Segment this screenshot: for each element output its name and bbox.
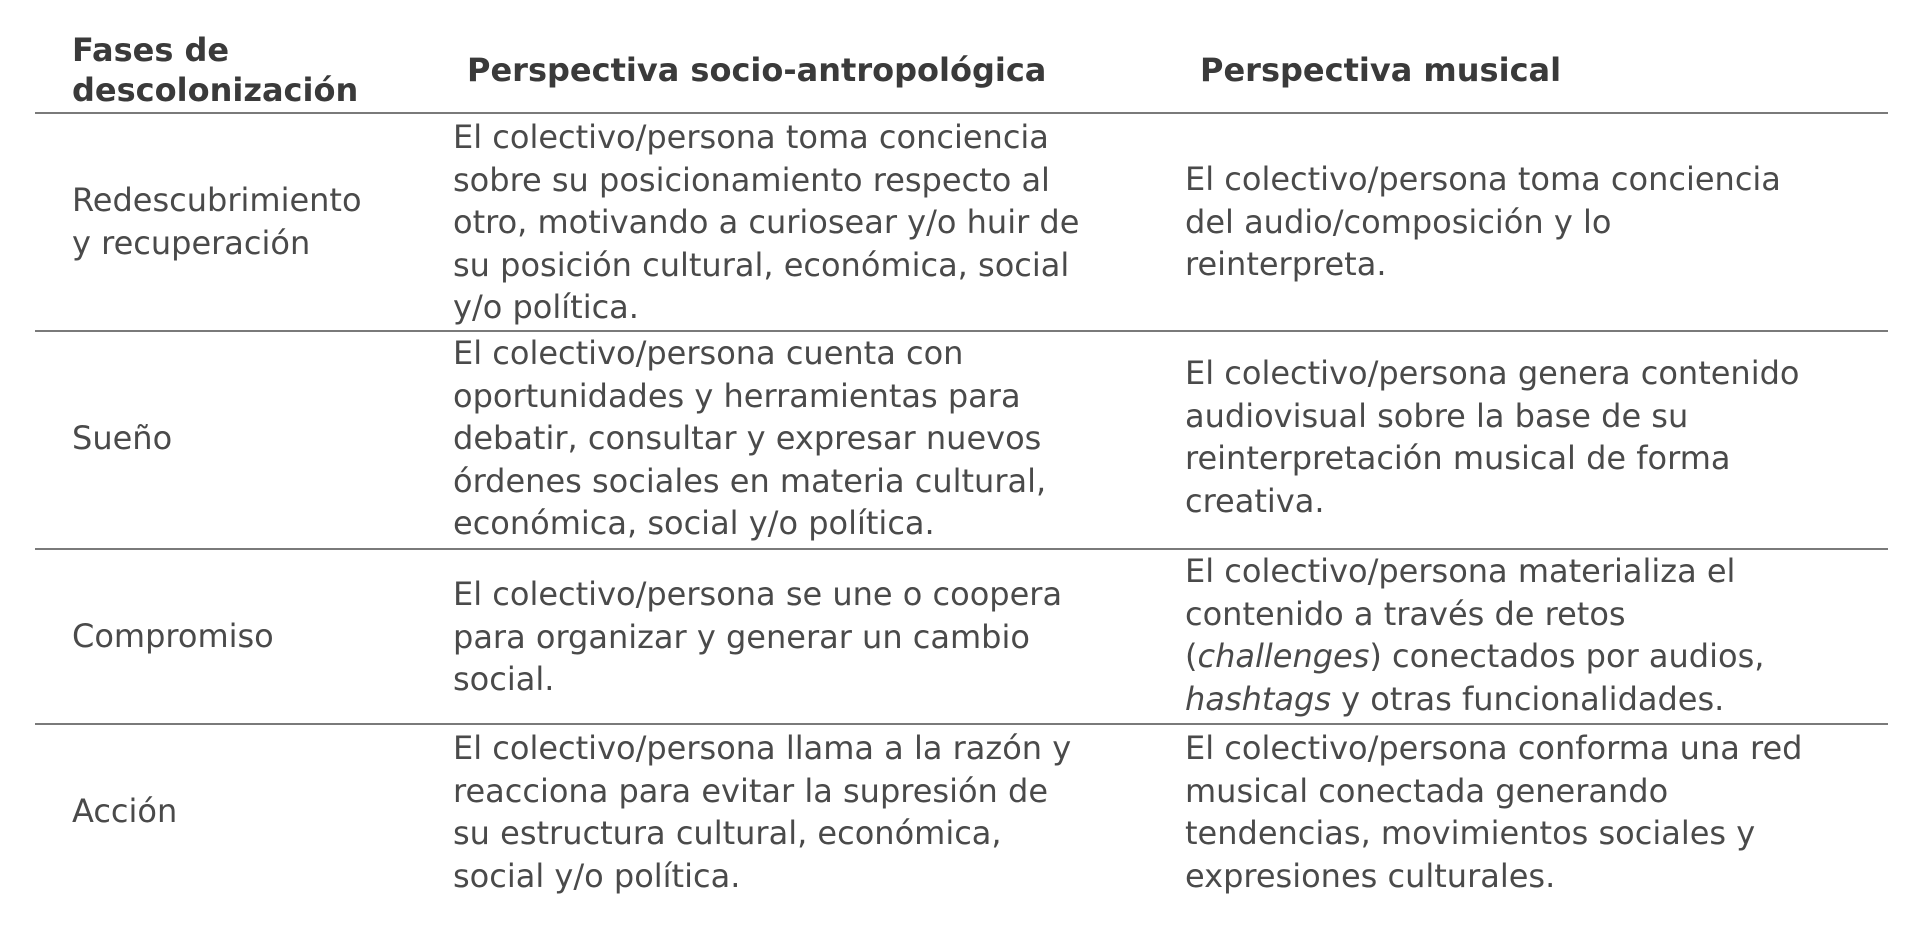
socio-line: El colectivo/persona cuenta con — [453, 334, 964, 372]
table-header — [35, 0, 1888, 114]
table-row — [35, 550, 1888, 725]
phase-line: Compromiso — [72, 617, 274, 655]
musical-line: El colectivo/persona conforma una red — [1185, 729, 1803, 767]
decolonization-table — [35, 0, 1888, 915]
musical-line: El colectivo/persona toma conciencia — [1185, 160, 1781, 198]
socio-line: para organizar y generar un cambio — [453, 617, 1030, 656]
socio-line: reacciona para evitar la supresión de — [453, 771, 1048, 810]
socio-line: El colectivo/persona toma conciencia — [453, 118, 1049, 156]
header-socio: Perspectiva socio-antropológica — [467, 51, 1047, 89]
socio-line: El colectivo/persona llama a la razón y — [453, 729, 1072, 767]
socio-line: órdenes sociales en materia cultural, — [453, 461, 1047, 500]
musical-line: del audio/composición y lo — [1185, 202, 1612, 241]
musical-line: El colectivo/persona genera contenido — [1185, 354, 1800, 392]
socio-line: y/o política. — [453, 288, 639, 326]
header-phases-line1: Fases de — [72, 31, 230, 69]
musical-line: musical conectada generando — [1185, 771, 1669, 810]
table-row — [35, 114, 1888, 332]
socio-cell — [453, 727, 1071, 897]
musical-line: contenido a través de retos — [1185, 594, 1626, 633]
socio-line: social. — [453, 660, 555, 698]
phase-line: Acción — [72, 792, 178, 830]
phase-cell — [72, 417, 172, 460]
socio-line: El colectivo/persona se une o coopera — [453, 575, 1063, 613]
phase-cell — [72, 615, 274, 658]
socio-line: debatir, consultar y expresar nuevos — [453, 419, 1042, 457]
hashtags-term: hashtags — [1185, 679, 1331, 718]
musical-cell — [1185, 550, 1764, 720]
musical-line: El colectivo/persona materializa el — [1185, 552, 1736, 590]
socio-line: su posición cultural, económica, social — [453, 245, 1070, 284]
musical-line: tendencias, movimientos sociales y — [1185, 814, 1756, 852]
musical-line — [1185, 678, 1764, 721]
musical-line: creativa. — [1185, 481, 1325, 520]
header-phases — [72, 30, 412, 110]
musical-line — [1185, 635, 1764, 678]
socio-line: oportunidades y herramientas para — [453, 376, 1021, 415]
socio-line: social y/o política. — [453, 856, 741, 895]
socio-cell — [453, 573, 1062, 701]
table-row — [35, 725, 1888, 915]
paren-open: ( — [1185, 637, 1198, 675]
musical-line: expresiones culturales. — [1185, 856, 1556, 895]
musical-cell — [1185, 158, 1781, 286]
phase-cell — [72, 179, 362, 264]
header-musical: Perspectiva musical — [1200, 51, 1562, 89]
socio-line: sobre su posicionamiento respecto al — [453, 160, 1050, 199]
musical-line-rest: y otras funcionalidades. — [1330, 679, 1725, 718]
musical-line: audiovisual sobre la base de su — [1185, 396, 1689, 435]
phase-line: Sueño — [72, 419, 173, 457]
phase-line: y recuperación — [72, 223, 311, 262]
socio-cell — [453, 332, 1046, 545]
phase-cell — [72, 790, 177, 833]
musical-line: reinterpretación musical de forma — [1185, 439, 1731, 477]
socio-line: económica, social y/o política. — [453, 504, 935, 542]
socio-line: otro, motivando a curiosear y/o huir de — [453, 203, 1080, 241]
socio-line: su estructura cultural, económica, — [453, 814, 1002, 852]
musical-line-rest: ) conectados por audios, — [1369, 637, 1765, 675]
table-row — [35, 332, 1888, 550]
phase-line: Redescubrimiento — [72, 181, 362, 219]
musical-cell — [1185, 352, 1799, 522]
header-phases-line2: descolonización — [72, 71, 359, 109]
musical-line: reinterpreta. — [1185, 245, 1387, 283]
challenges-term: challenges — [1197, 637, 1370, 675]
musical-cell — [1185, 727, 1802, 897]
socio-cell — [453, 116, 1079, 329]
